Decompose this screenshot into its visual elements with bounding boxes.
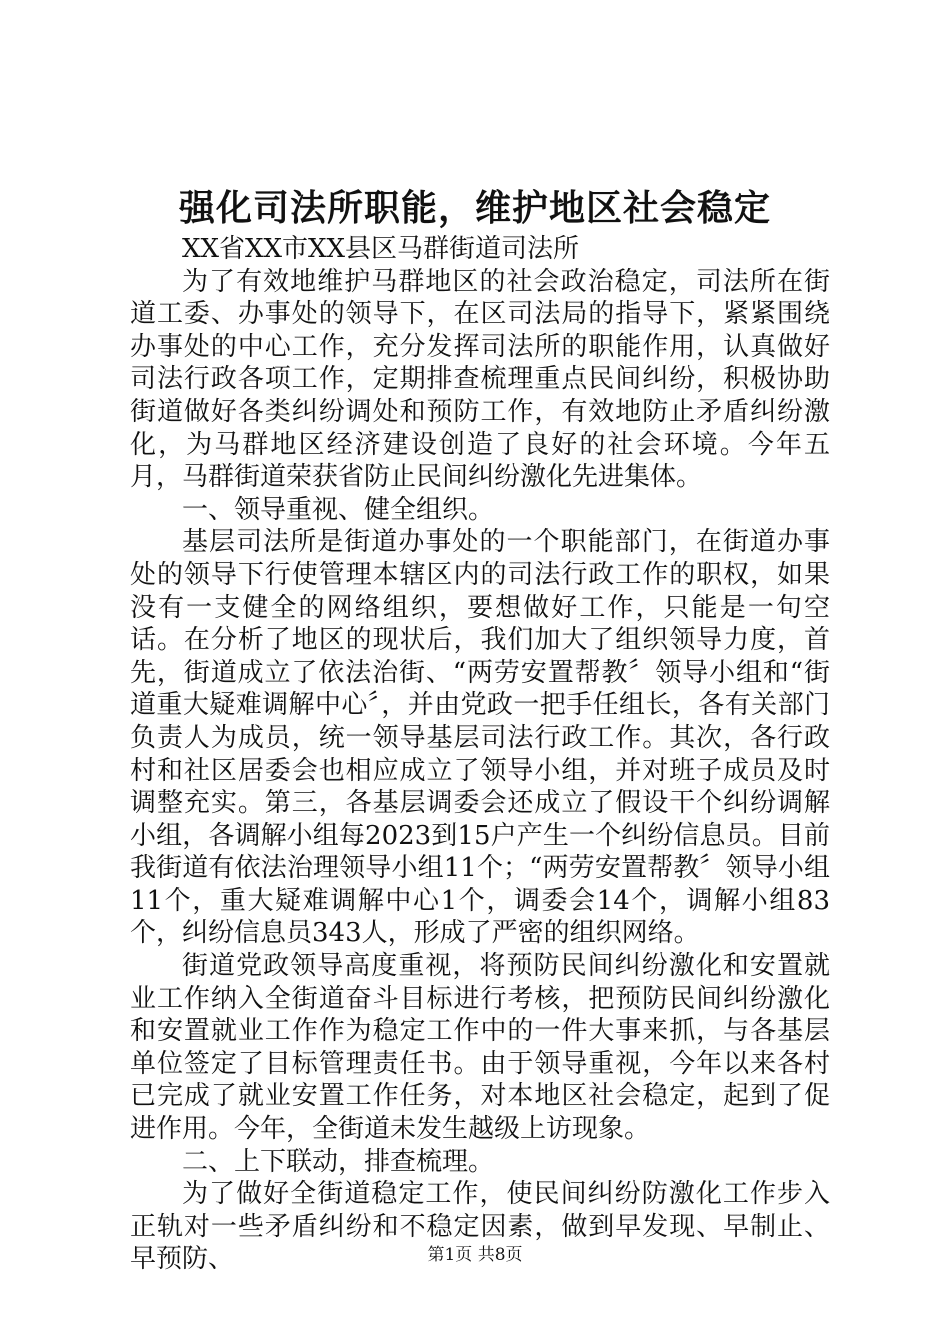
section-heading: 一、领导重视、健全组织。 xyxy=(182,494,495,525)
body-paragraph: 为了做好全街道稳定工作，使民间纠纷防激化工作步入正轨对一些矛盾纠纷和不稳定因素，做到早发现、早制止、早预防、 xyxy=(130,1179,830,1275)
author-affiliation: XX省XX市XX县区马群街道司法所 xyxy=(182,234,580,264)
body-paragraph: 街道党政领导高度重视，将预防民间纠纷激化和安置就业工作纳入全街道奋斗目标进行考核，把预防民间纠纷激化和安置就业工作作为稳定工作中的一件大事来抓，与各基层单位签定了目标管理责任书。由于领导重视，今年以来各村已完成了就业安置工作任务，对本地区社会稳定，起到了促进作用。今年，全街道未发生越级上访现象。 xyxy=(130,951,830,1145)
document-body xyxy=(130,233,830,1276)
document-title: 强化司法所职能，维护地区社会稳定 xyxy=(178,187,771,229)
body-paragraph: 基层司法所是街道办事处的一个职能部门，在街道办事处的领导下行使管理本辖区内的司法行政工作的职权，如果没有一支健全的网络组织，要想做好工作，只能是一句空话。在分析了地区的现状后，我们加大了组织领导力度，首先，街道成立了依法治街、“两劳安置帮教〞领导小组和“街道重大疑难调解中心〞，并由党政一把手任组长，各有关部门负责人为成员，统一领导基层司法行政工作。其次，各行政村和社区居委会也相应成立了领导小组，并对班子成员及时调整充实。第三，各基层调委会还成立了假设干个纠纷调解小组，各调解小组每2023到15户产生一个纠纷信息员。目前我街道有依法治理领导小组11个；“两劳安置帮教〞领导小组11个，重大疑难调解中心1个，调委会14个，调解小组83个，纠纷信息员343人，形成了严密的组织网络。 xyxy=(130,527,830,949)
section-heading: 二、上下联动，排查梳理。 xyxy=(182,1146,495,1177)
page-footer: 第1页 共8页 xyxy=(427,1245,523,1265)
body-paragraph: 为了有效地维护马群地区的社会政治稳定，司法所在街道工委、办事处的领导下，在区司法局的指导下，紧紧围绕办事处的中心工作，充分发挥司法所的职能作用，认真做好司法行政各项工作，定期排查梳理重点民间纠纷，积极协助街道做好各类纠纷调处和预防工作，有效地防止矛盾纠纷激化，为马群地区经济建设创造了良好的社会环境。今年五月，马群街道荣获省防止民间纠纷激化先进集体。 xyxy=(130,266,830,493)
